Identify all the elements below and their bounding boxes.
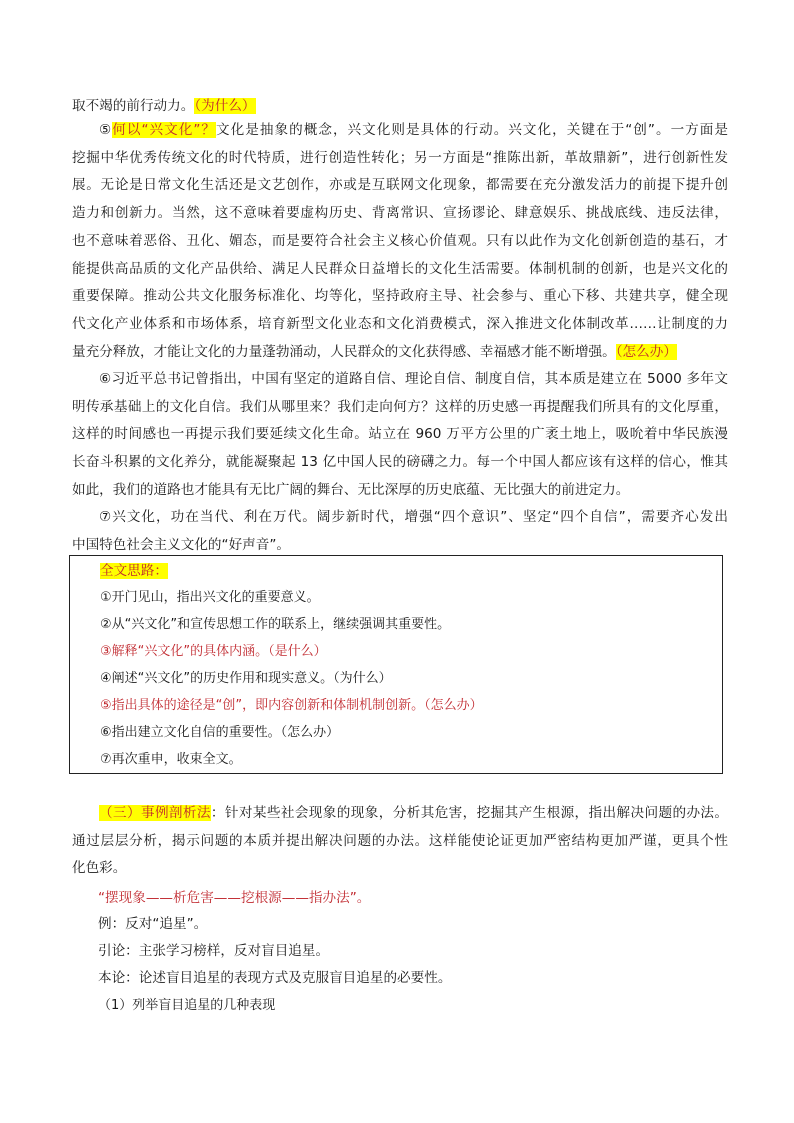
paragraph-5-line: 也不意味着恶俗、丑化、媚态，而是要符合社会主义核心价值观。只有以此作为文化创新创造的基石，才 <box>72 232 728 249</box>
outline-item: ④阐述“兴文化”的历史作用和现实意义。（为什么） <box>100 671 392 686</box>
paragraph-6-line: 明传承基础上的文化自信。我们从哪里来？我们走向何方？这样的历史感一再提醒我们所具有的文化厚重， <box>72 398 728 415</box>
paragraph-4-text: 取不竭的前行动力。 <box>72 98 195 114</box>
paragraph-5-line <box>72 117 728 145</box>
paragraph-4-tail <box>72 94 256 114</box>
outline-box <box>69 555 723 774</box>
paragraph-6-line: 这样的时间感也一再提示我们要延续文化生命。站立在 960 万平方公里的广袤土地上，吸吮着中华民族漫 <box>72 426 728 443</box>
paragraph-5-line: 造力和创新力。当然，这不意味着要虚构历史、背离常识、宣扬谬论、肆意娱乐、挑战底线、违反法律， <box>72 205 728 222</box>
outline-item: ⑤指出具体的途径是“创”，即内容创新和体制机制创新。（怎么办） <box>100 698 483 713</box>
method-line <box>72 800 728 828</box>
paragraph-5-line: 重要保障。推动公共文化服务标准化、均等化，坚持政府主导、社会参与、重心下移、共建共享，健全现 <box>72 288 728 305</box>
method-line: 化色彩。 <box>72 860 127 877</box>
paragraph-5-line-text: 文化是抽象的概念，兴文化则是具体的行动。兴文化，关键在于“创”。一方面是 <box>216 122 728 138</box>
method-formula: “摆现象——析危害——挖根源——指办法”。 <box>98 890 371 906</box>
outline-item: ③解释“兴文化”的具体内涵。（是什么） <box>100 644 327 659</box>
paragraph-5-number: ⑤ <box>99 122 113 138</box>
paragraph-6-line: ⑥习近平总书记曾指出，中国有坚定的道路自信、理论自信、制度自信，其本质是建立在 5000 多年文 <box>99 371 728 387</box>
method-line-text: ：针对某些社会现象的现象，分析其危害，挖掘其产生根源，指出解决问题的办法。 <box>210 805 729 821</box>
outline-title <box>100 559 168 579</box>
method-body: 本论：论述盲目追星的表现方式及克服盲目追星的必要性。 <box>98 970 452 986</box>
outline-item: ⑦再次重申，收束全文。 <box>100 752 242 767</box>
paragraph-5-line-text: 量充分释放，才能让文化的力量蓬勃涌动，人民群众的文化获得感、幸福感才能不断增强。 <box>72 343 616 360</box>
paragraph-7-line: 中国特色社会主义文化的“好声音”。 <box>72 536 290 553</box>
paragraph-4-tag: （为什么） <box>194 98 256 114</box>
paragraph-5-line: 展。无论是日常文化生活还是文艺创作，亦或是互联网文化现象，都需要在充分激发活力的前提下提升创 <box>72 177 728 194</box>
outline-item: ⑥指出建立文化自信的重要性。（怎么办） <box>100 725 340 740</box>
paragraph-6 <box>72 366 728 505</box>
method-intro: 引论：主张学习榜样，反对盲目追星。 <box>98 943 330 959</box>
paragraph-5-line: 能提供高品质的文化产品供给、满足人民群众日益增长的文化生活需要。体制机制的创新，也是兴文化的 <box>72 260 728 277</box>
paragraph-5-line: 挖掘中华优秀传统文化的时代特质，进行创造性转化；另一方面是“推陈出新，革故鼎新”，进行创新性发 <box>72 149 728 166</box>
paragraph-7 <box>72 504 728 559</box>
outline-title-text: 全文思路： <box>100 563 168 579</box>
paragraph-6-line: 如此，我们的道路也才能具有无比广阔的舞台、无比深厚的历史底蕴、无比强大的前进定力。 <box>72 481 630 498</box>
paragraph-5-lead: 何以“兴文化”？ <box>112 122 217 138</box>
paragraph-5-tag: （怎么办） <box>615 343 677 360</box>
paragraph-5-line: 代文化产业体系和市场体系，培育新型文化业态和文化消费模式，深入推进文化体制改革……让制度的力 <box>72 315 728 332</box>
paragraph-7-line: ⑦兴文化，功在当代、利在万代。阔步新时代，增强“四个意识”、坚定“四个自信”，需要齐心发出 <box>99 509 728 525</box>
outline-item: ②从“兴文化”和宣传思想工作的联系上，继续强调其重要性。 <box>100 617 451 632</box>
outline-item: ①开门见山，指出兴文化的重要意义。 <box>100 590 320 605</box>
paragraph-5 <box>72 117 728 366</box>
method-line: 通过层层分析，揭示问题的本质并提出解决问题的办法。这样能使论证更加严密结构更加严谨，更具个性 <box>72 832 728 849</box>
method-point-1: （1）列举盲目追星的几种表现 <box>98 998 276 1013</box>
method-title: （三）事例剖析法 <box>99 805 211 821</box>
paragraph-6-line: 长奋斗积累的文化养分，就能凝聚起 13 亿中国人民的磅礴之力。每一个中国人都应该有这样的信心，惟其 <box>72 454 728 471</box>
paragraph-5-line <box>72 339 728 367</box>
method-example: 例：反对“追星”。 <box>98 916 208 932</box>
method-paragraph <box>72 800 728 883</box>
